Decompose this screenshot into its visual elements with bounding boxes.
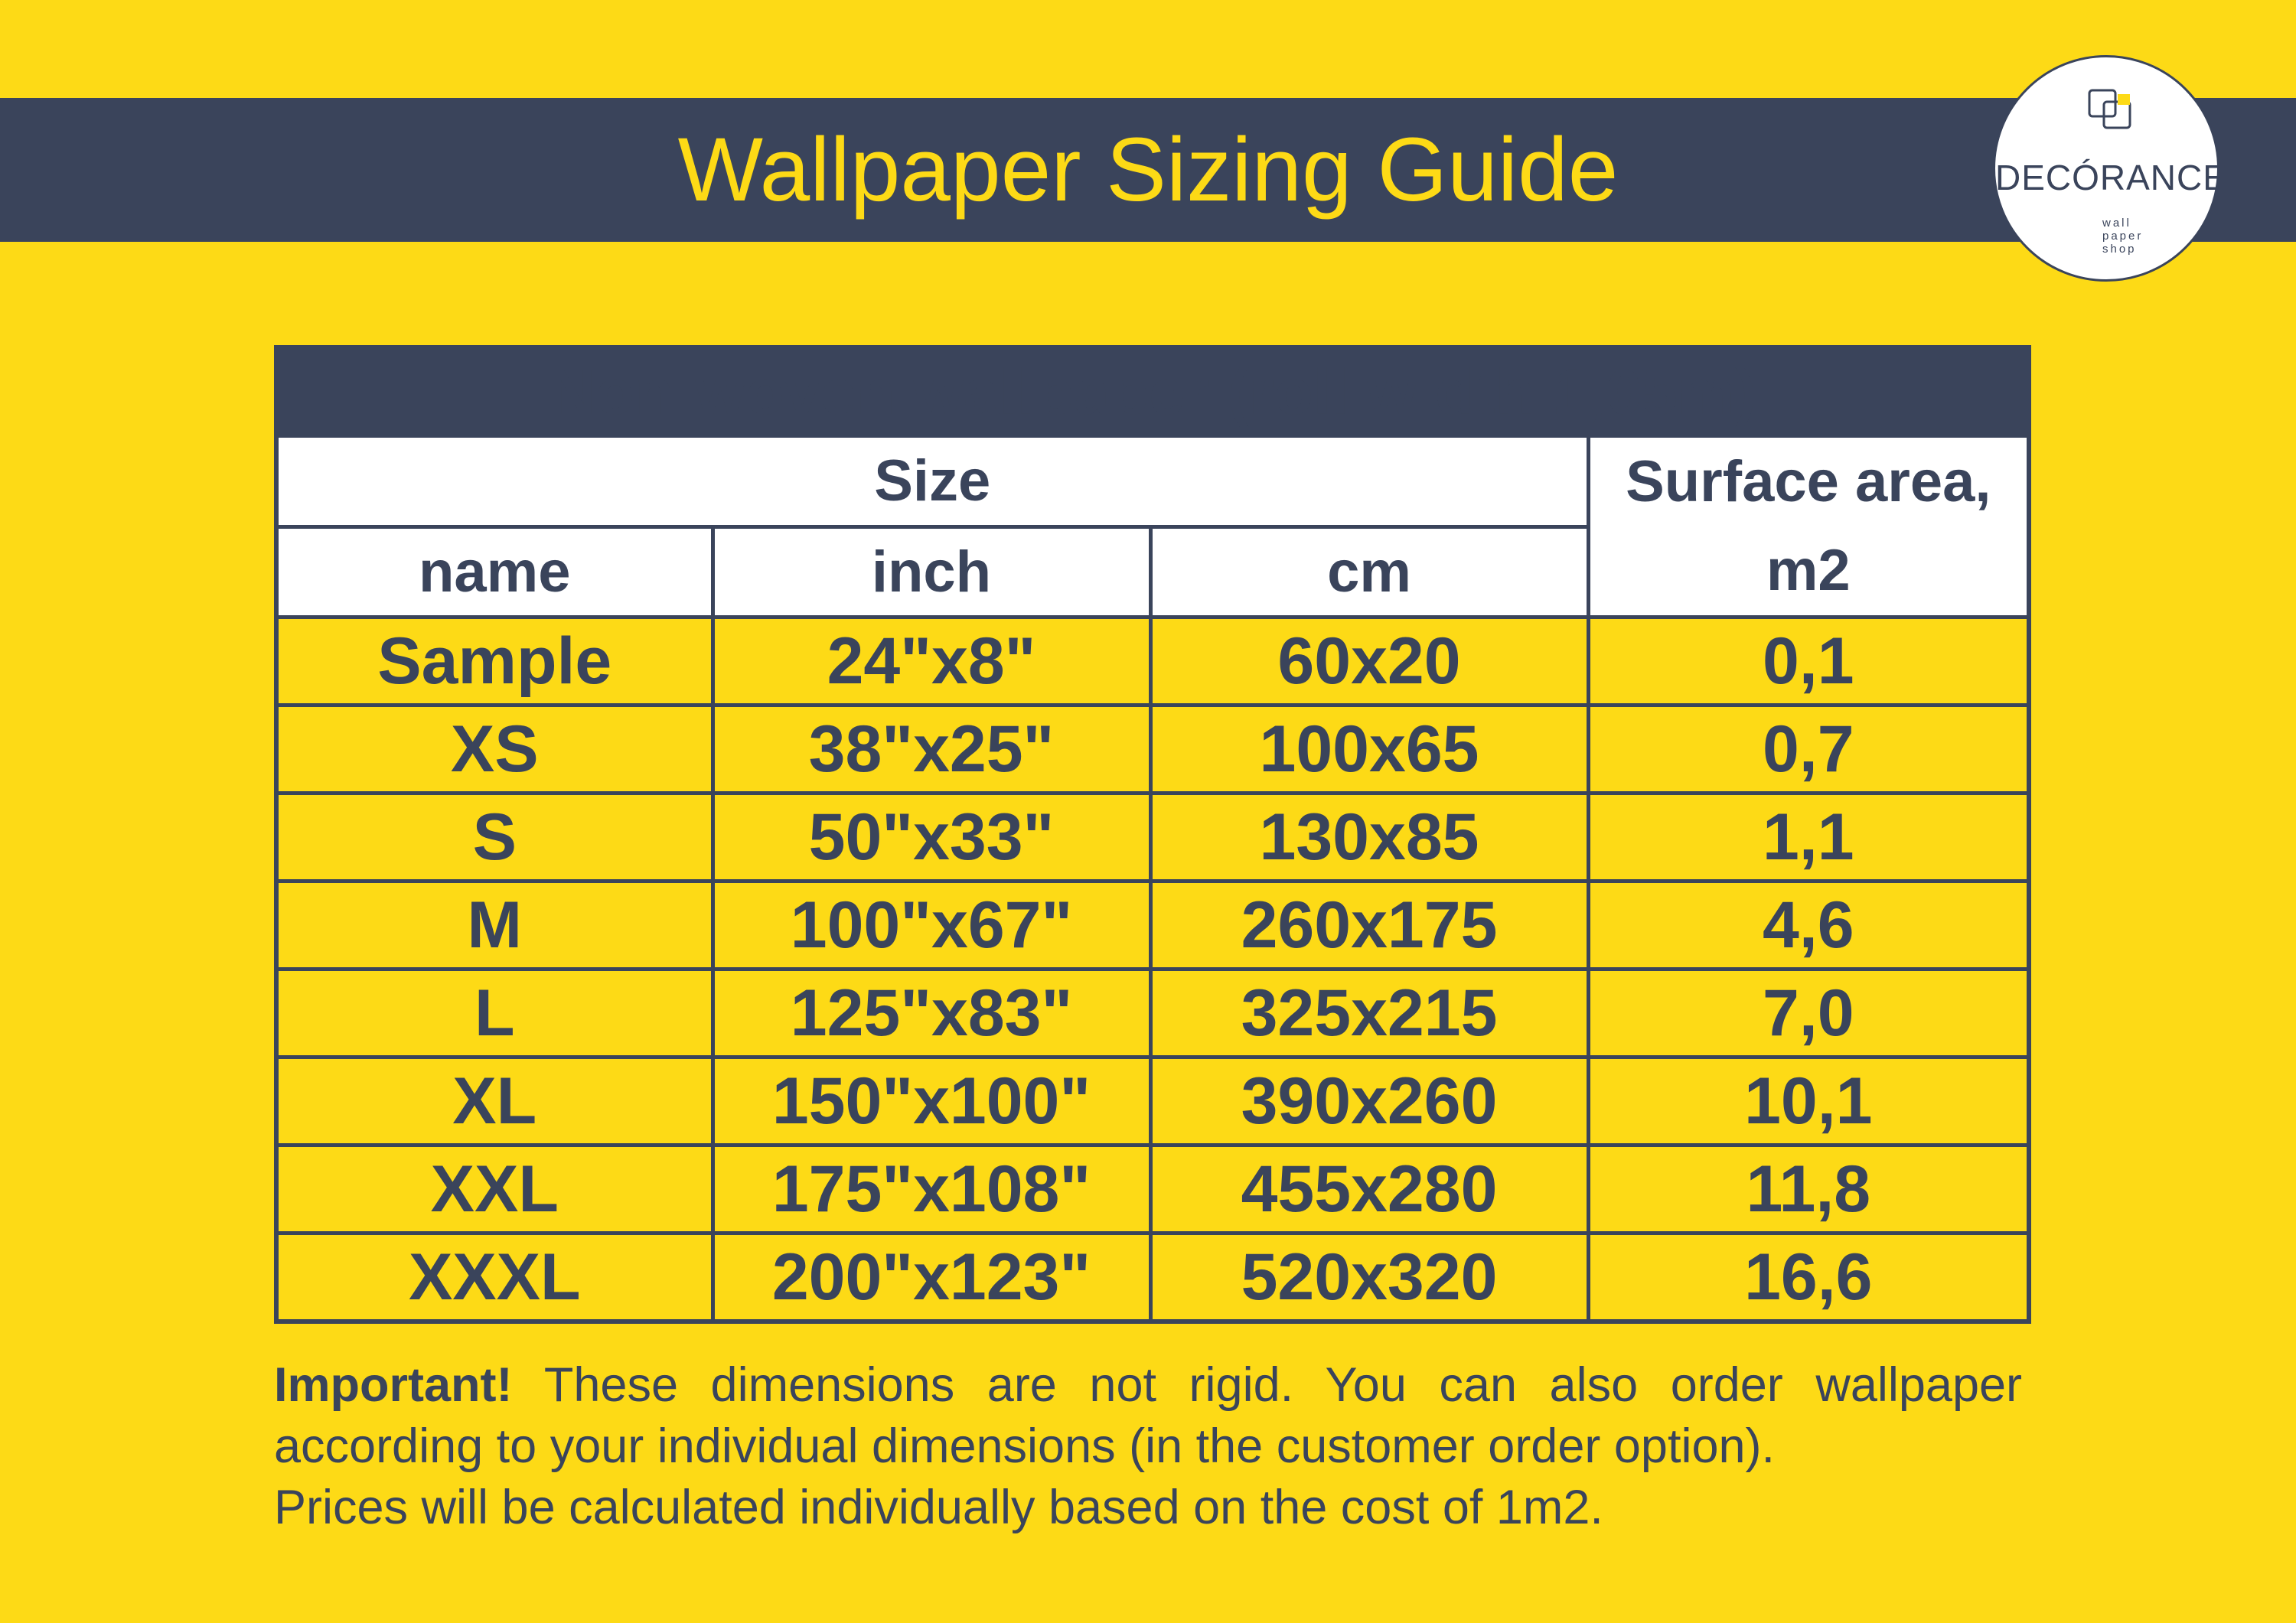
cm-cell: 100x65 (1150, 706, 1588, 794)
sizing-table (274, 345, 2031, 1324)
surface-area-label: Surface area, (1626, 449, 1991, 514)
cm-cell: 520x320 (1150, 1234, 1588, 1322)
table-row (276, 882, 2029, 970)
inch-cell: 24"x8" (713, 618, 1150, 706)
cm-cell: 60x20 (1150, 618, 1588, 706)
table-row (276, 1058, 2029, 1146)
title-banner (0, 98, 2296, 242)
overlapping-squares-icon (2087, 88, 2133, 139)
inch-cell: 50"x33" (713, 794, 1150, 882)
logo-brand-name: DECÓRANCE (1995, 158, 2227, 197)
surface-area-cell: 10,1 (1588, 1058, 2029, 1146)
logo-tagline-line: wall (2102, 217, 2131, 230)
cm-cell: 325x215 (1150, 970, 1588, 1058)
brand-logo (1993, 55, 2227, 282)
size-name-cell: XXXL (276, 1234, 713, 1322)
cm-cell: 260x175 (1150, 882, 1588, 970)
surface-area-cell: 11,8 (1588, 1146, 2029, 1234)
inch-cell: 38"x25" (713, 706, 1150, 794)
inch-cell: 200"x123" (713, 1234, 1150, 1322)
table-row (276, 970, 2029, 1058)
important-label: Important! (274, 1358, 513, 1412)
inch-cell: 150"x100" (713, 1058, 1150, 1146)
table-row (276, 794, 2029, 882)
surface-area-cell: 4,6 (1588, 882, 2029, 970)
size-group-header: Size (276, 436, 1588, 527)
table-caption: Non-woven wallpaper (roll width 1,05m) (276, 347, 2029, 436)
cm-cell: 130x85 (1150, 794, 1588, 882)
size-name-cell: M (276, 882, 713, 970)
size-name-cell: Sample (276, 618, 713, 706)
logo-tagline (2102, 217, 2164, 256)
inch-cell: 125"x83" (713, 970, 1150, 1058)
table-caption-row (276, 347, 2029, 436)
column-header-name: name (276, 526, 713, 618)
size-name-cell: S (276, 794, 713, 882)
table-row (276, 1146, 2029, 1234)
surface-area-cell: 0,1 (1588, 618, 2029, 706)
size-name-cell: XS (276, 706, 713, 794)
table-header-row (276, 436, 2029, 527)
important-note (274, 1354, 2022, 1538)
inch-cell: 175"x108" (713, 1146, 1150, 1234)
logo-tagline-line: paper (2102, 230, 2144, 243)
surface-area-header (1588, 436, 2029, 618)
size-name-cell: XL (276, 1058, 713, 1146)
cm-cell: 455x280 (1150, 1146, 1588, 1234)
size-name-cell: L (276, 970, 713, 1058)
table-row (276, 706, 2029, 794)
page-title: Wallpaper Sizing Guide (677, 119, 1619, 220)
column-header-inch: inch (713, 526, 1150, 618)
surface-area-unit: m2 (1766, 538, 1851, 603)
surface-area-cell: 7,0 (1588, 970, 2029, 1058)
cm-cell: 390x260 (1150, 1058, 1588, 1146)
inch-cell: 100"x67" (713, 882, 1150, 970)
table-row (276, 618, 2029, 706)
table-row (276, 1234, 2029, 1322)
size-name-cell: XXL (276, 1146, 713, 1234)
surface-area-cell: 0,7 (1588, 706, 2029, 794)
logo-tagline-line: shop (2102, 243, 2137, 256)
note-last-line: Prices will be calculated individually based on the cost of 1m2. (274, 1481, 1603, 1534)
column-header-cm: cm (1150, 526, 1588, 618)
surface-area-cell: 1,1 (1588, 794, 2029, 882)
note-text: These dimensions are not rigid. You can also order wallpaper according to your individual dimensions (in the customer order option). (274, 1358, 2022, 1473)
surface-area-cell: 16,6 (1588, 1234, 2029, 1322)
